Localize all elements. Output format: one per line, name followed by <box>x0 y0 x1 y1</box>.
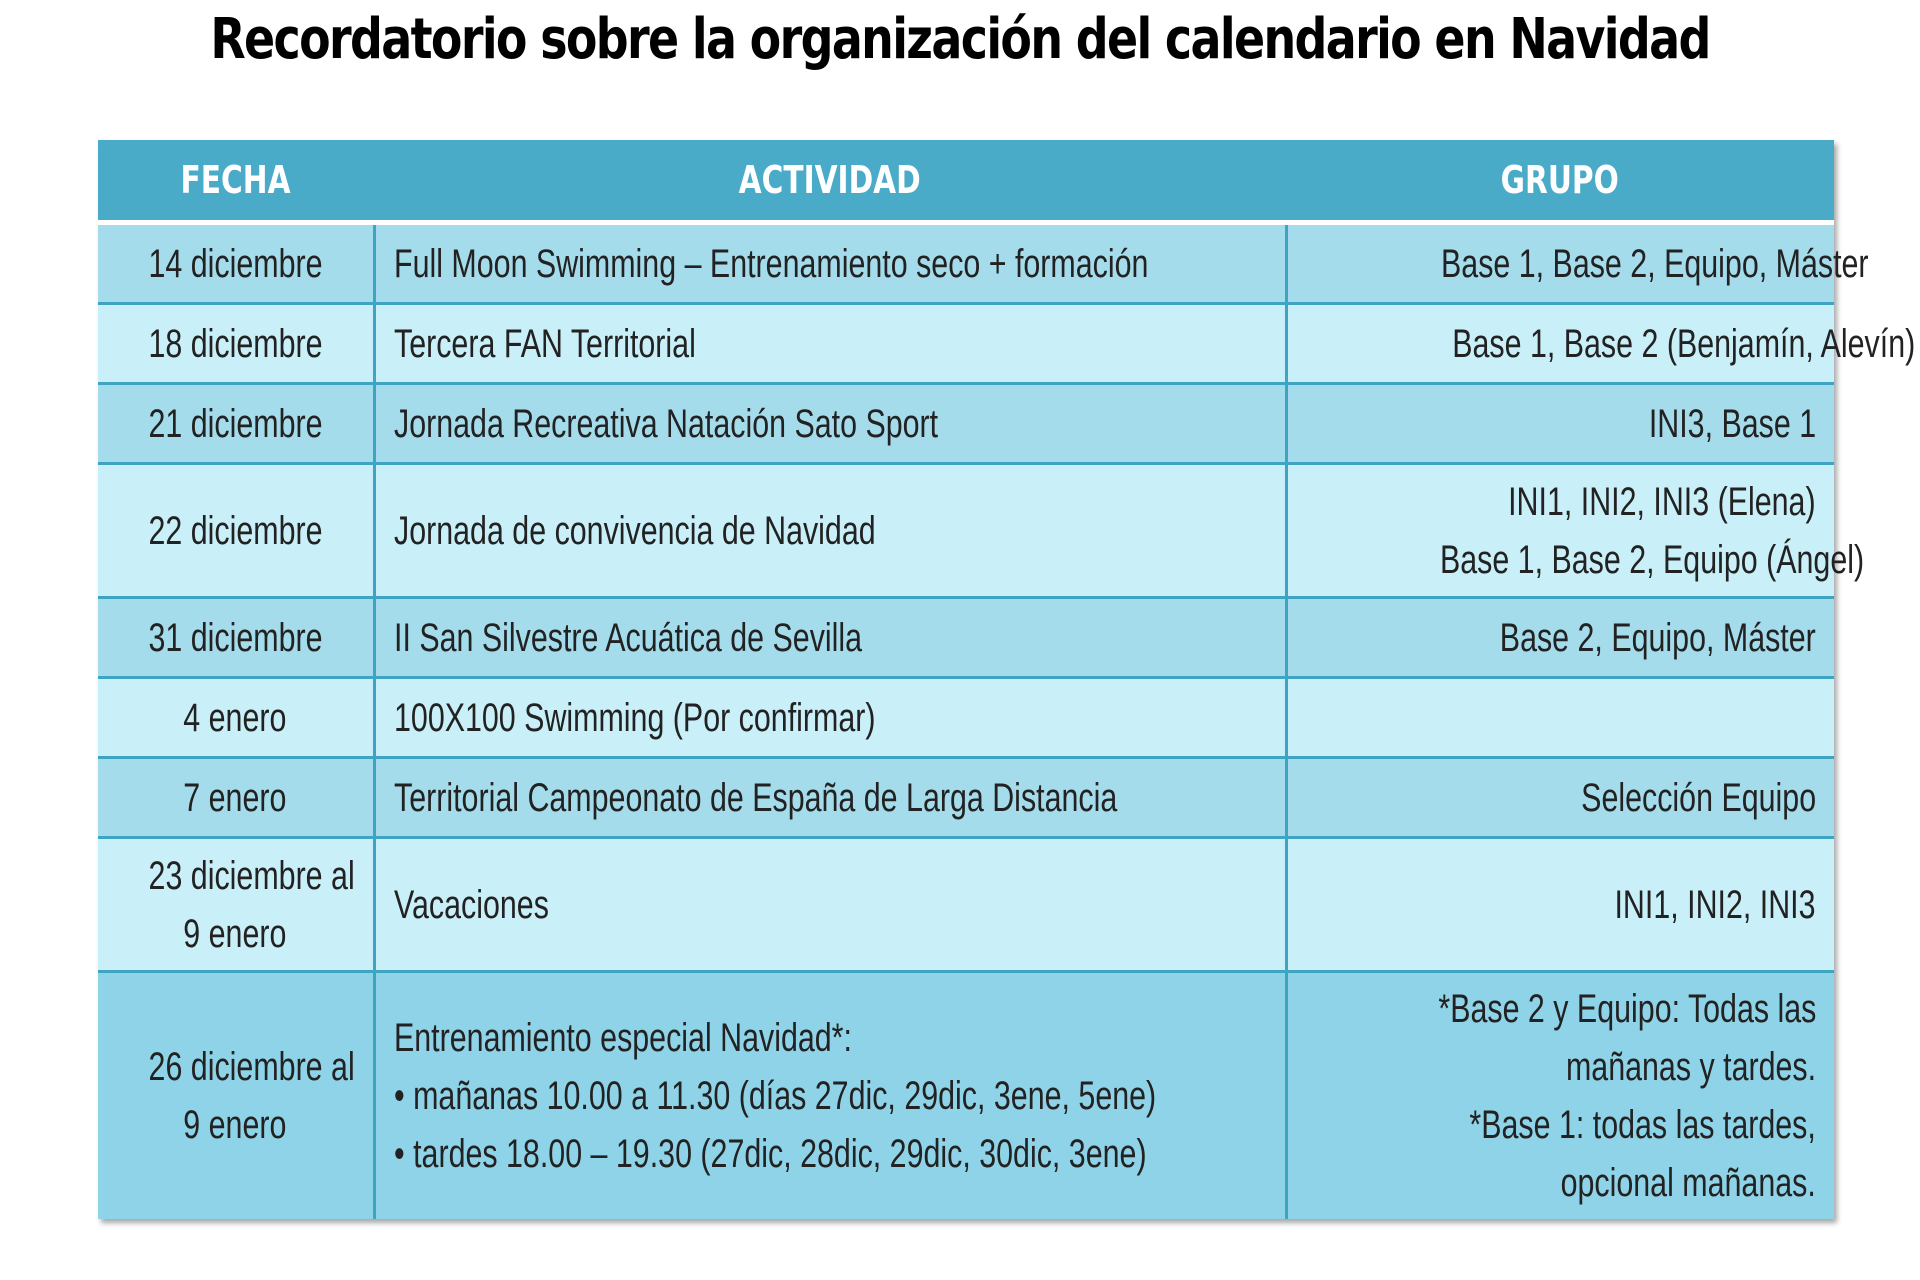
column-header-fecha: FECHA <box>98 140 374 223</box>
header-row <box>98 140 1834 223</box>
table-row <box>98 384 1834 464</box>
activity-cell: Jornada Recreativa Natación Sato Sport <box>374 384 1286 464</box>
table-row <box>98 758 1834 838</box>
date-cell: 18 diciembre <box>98 304 374 384</box>
group-cell: INI1, INI2, INI3 <box>1286 838 1834 972</box>
table-header <box>98 140 1834 223</box>
activity-cell: Vacaciones <box>374 838 1286 972</box>
group-cell <box>1286 678 1834 758</box>
table-row <box>98 464 1834 598</box>
group-cell: Base 1, Base 2 (Benjamín, Alevín) <box>1286 304 1834 384</box>
date-cell: 21 diciembre <box>98 384 374 464</box>
group-cell: INI3, Base 1 <box>1286 384 1834 464</box>
activity-cell: Territorial Campeonato de España de Larga Distancia <box>374 758 1286 838</box>
date-cell: 14 diciembre <box>98 223 374 304</box>
group-cell: Base 2, Equipo, Máster <box>1286 598 1834 678</box>
activity-cell: II San Silvestre Acuática de Sevilla <box>374 598 1286 678</box>
table-row <box>98 972 1834 1220</box>
group-cell: Selección Equipo <box>1286 758 1834 838</box>
page-title: Recordatorio sobre la organización del calendario en Navidad <box>210 7 1710 72</box>
table-row <box>98 304 1834 384</box>
date-cell: 26 diciembre al 9 enero <box>98 972 374 1220</box>
group-cell: Base 1, Base 2, Equipo, Máster <box>1286 223 1834 304</box>
table-row <box>98 678 1834 758</box>
table-row <box>98 598 1834 678</box>
activity-cell: Jornada de convivencia de Navidad <box>374 464 1286 598</box>
group-cell: *Base 2 y Equipo: Todas las mañanas y tardes. *Base 1: todas las tardes, opcional mañanas. <box>1286 972 1834 1220</box>
date-cell: 7 enero <box>98 758 374 838</box>
table-body <box>98 223 1915 1220</box>
column-header-grupo: GRUPO <box>1286 140 1834 223</box>
calendar-table-container <box>98 140 1915 1219</box>
activity-cell: Entrenamiento especial Navidad*: • mañanas 10.00 a 11.30 (días 27dic, 29dic, 3ene, 5ene) • tardes 18.00 – 19.30 (27dic, 28dic, 29dic, 30dic, 3ene) <box>374 972 1286 1220</box>
date-cell: 4 enero <box>98 678 374 758</box>
activity-cell: 100X100 Swimming (Por confirmar) <box>374 678 1286 758</box>
calendar-table <box>98 140 1915 1219</box>
date-cell: 22 diciembre <box>98 464 374 598</box>
date-cell: 31 diciembre <box>98 598 374 678</box>
activity-cell: Full Moon Swimming – Entrenamiento seco + formación <box>374 223 1286 304</box>
column-header-actividad: ACTIVIDAD <box>374 140 1286 223</box>
table-row <box>98 223 1834 304</box>
activity-cell: Tercera FAN Territorial <box>374 304 1286 384</box>
group-cell: INI1, INI2, INI3 (Elena) Base 1, Base 2, Equipo (Ángel) <box>1286 464 1834 598</box>
date-cell: 23 diciembre al 9 enero <box>98 838 374 972</box>
table-row <box>98 838 1834 972</box>
